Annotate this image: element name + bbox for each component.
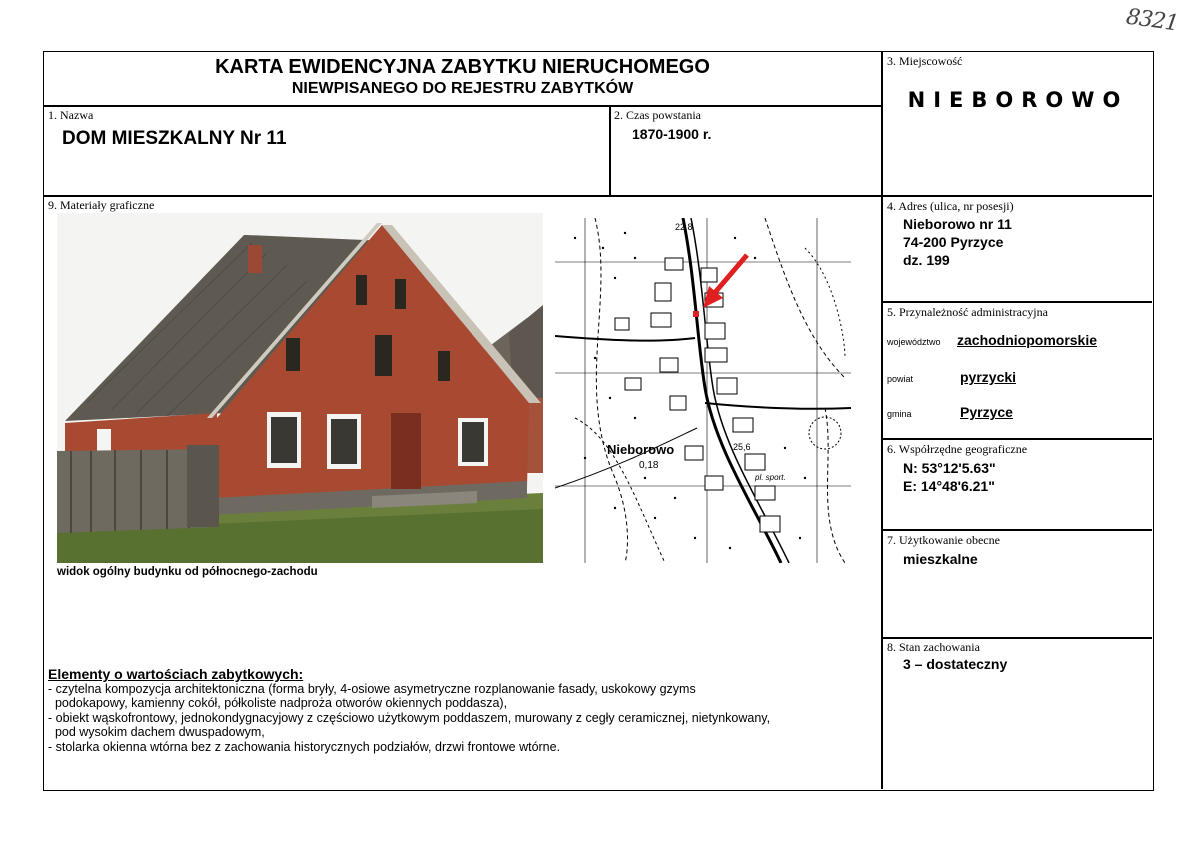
title-divider — [44, 105, 881, 107]
card-subtitle: NIEWPISANEGO DO REJESTRU ZABYTKÓW — [291, 80, 634, 97]
handwritten-archive-number: 8321 — [1124, 4, 1180, 37]
divider-5-6 — [881, 438, 1152, 440]
heritage-elements-heading: Elementy o wartościach zabytkowych: — [48, 666, 304, 682]
field-4-label: 4. Adres (ulica, nr posesji) — [887, 199, 1014, 213]
field-6-label: 6. Współrzędne geograficzne — [887, 442, 1028, 456]
field-2-label: 2. Czas powstania — [614, 108, 701, 122]
heritage-elements — [48, 667, 878, 754]
current-use: mieszkalne — [903, 551, 978, 567]
heritage-element-line: - obiekt wąskofrontowy, jednokondygnacyjowy z częściowo użytkowym poddaszem, murowany z cegły ceramicznej, nietynkowany, — [48, 710, 771, 725]
address-line-1: Nieborowo nr 11 — [903, 216, 1012, 232]
card-title: KARTA EWIDENCYJNA ZABYTKU NIERUCHOMEGO — [215, 56, 710, 78]
voivodeship-value: zachodniopomorskie — [957, 332, 1098, 348]
commune-label: gmina — [887, 409, 912, 419]
heritage-element-line: - czytelna kompozycja architektoniczna (forma bryły, 4-osiowe asymetryczne rozplanowanie fasady, uskokowy gzyms — [48, 681, 696, 696]
photo-caption: widok ogólny budynku od północnego-zachodu — [57, 566, 318, 578]
address-line-2: 74-200 Pyrzyce — [903, 234, 1004, 250]
row-divider — [44, 195, 1152, 197]
divider-4-5 — [881, 301, 1152, 303]
divider-6-7 — [881, 529, 1152, 531]
field-9-label: 9. Materiały graficzne — [48, 198, 155, 212]
heritage-element-line: podokapowy, kamienny cokół, półkoliste nadproża otworów okiennych poddasza), — [48, 696, 508, 710]
county-value: pyrzycki — [960, 369, 1017, 385]
heritage-element-line: pod wysokim dachem dwuspadowym, — [48, 725, 265, 739]
name-time-divider — [609, 105, 611, 195]
map-height-label: 25,6 — [733, 442, 751, 452]
voivodeship-label: województwo — [887, 337, 941, 347]
address-line-3: dz. 199 — [903, 252, 950, 268]
county-label: powiat — [887, 374, 914, 384]
field-7-label: 7. Użytkowanie obecne — [887, 533, 1000, 547]
construction-period: 1870-1900 r. — [632, 126, 712, 142]
latitude: N: 53°12'5.63" — [903, 460, 996, 476]
town-name: NIEBOROWO — [907, 88, 1129, 112]
field-1-label: 1. Nazwa — [48, 108, 94, 122]
field-5-label: 5. Przynależność administracyjna — [887, 305, 1048, 319]
commune-value: Pyrzyce — [960, 404, 1013, 420]
location-map — [555, 218, 851, 563]
map-area-label: 0,18 — [639, 460, 659, 471]
vertical-divider — [881, 52, 883, 789]
map-road-label: 22,8 — [675, 222, 693, 232]
condition-state: 3 – dostateczny — [903, 656, 1008, 672]
map-place-label: Nieborowo — [607, 442, 675, 457]
divider-7-8 — [881, 637, 1152, 639]
object-name: DOM MIESZKALNY Nr 11 — [62, 128, 287, 149]
field-3-label: 3. Miejscowość — [887, 54, 963, 68]
heritage-element-line: - stolarka okienna wtórna bez z zachowania historycznych podziałów, drzwi frontowe wtórne. — [48, 739, 561, 754]
longitude: E: 14°48'6.21" — [903, 478, 995, 494]
field-8-label: 8. Stan zachowania — [887, 640, 980, 654]
building-photo — [57, 213, 543, 563]
map-sport-label: pl. sport. — [755, 473, 786, 482]
